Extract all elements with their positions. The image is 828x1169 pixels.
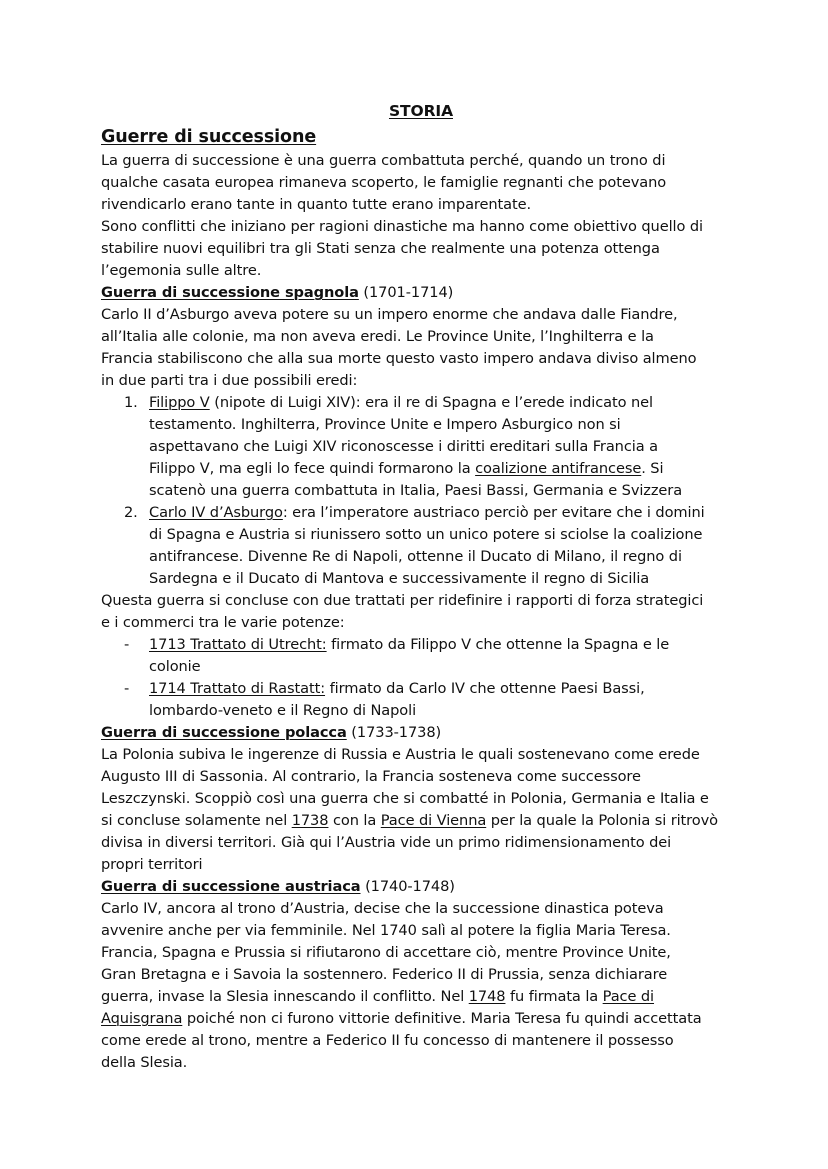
list-marker: 2. xyxy=(124,504,138,521)
text-span: firmato da Carlo IV che ottenne Paesi Bassi, xyxy=(325,680,645,697)
subheading-dates: (1733-1738) xyxy=(351,724,442,741)
document-page xyxy=(101,100,741,1074)
subheading-polacca xyxy=(101,722,741,744)
text-line: antifrancese. Divenne Re di Napoli, ottenne il Ducato di Milano, il regno di xyxy=(149,548,682,565)
text-line: Leszczynski. Scoppiò così una guerra che si combatté in Polonia, Germania e Italia e xyxy=(101,790,709,807)
text-line: di Spagna e Austria si riunissero sotto un unico potere si sciolse la coalizione xyxy=(149,526,703,543)
text-line xyxy=(101,458,741,480)
text-line: aspettavano che Luigi XIV riconoscesse i diritti ereditari sulla Francia a xyxy=(149,438,658,455)
text-span: guerra, invase la Slesia innescando il conflitto. Nel xyxy=(101,988,469,1005)
text-line: scatenò una guerra combattuta in Italia, Paesi Bassi, Germania e Svizzera xyxy=(149,482,683,499)
text-line: l’egemonia sulle altre. xyxy=(101,262,262,279)
text-line: Augusto III di Sassonia. Al contrario, la Francia sosteneva come successore xyxy=(101,768,641,785)
text-line: La guerra di successione è una guerra combattuta perché, quando un trono di xyxy=(101,152,666,169)
list-item xyxy=(101,634,741,678)
subheading-dates: (1740-1748) xyxy=(365,878,455,895)
list-line xyxy=(101,502,741,524)
underlined-term: coalizione antifrancese xyxy=(475,460,642,477)
text-span: si concluse solamente nel xyxy=(101,812,292,829)
underlined-term: Pace di xyxy=(602,988,655,1005)
text-line: rivendicarlo erano tante in quanto tutte erano imparentate. xyxy=(101,196,532,213)
text-line: e i commerci tra le varie potenze: xyxy=(101,614,345,631)
text-line: colonie xyxy=(149,658,201,675)
list-line xyxy=(101,634,741,656)
text-span: (nipote di Luigi XIV): era il re di Spagna e l’erede indicato nel xyxy=(209,394,653,411)
text-line: Sono conflitti che iniziano per ragioni dinastiche ma hanno come obiettivo quello di xyxy=(101,218,703,235)
text-line: stabilire nuovi equilibri tra gli Stati senza che realmente una potenza ottenga xyxy=(101,240,660,257)
page-title xyxy=(101,100,741,124)
text-line xyxy=(101,810,741,832)
text-span: con la xyxy=(328,812,381,829)
list-item xyxy=(101,678,741,722)
text-span: Filippo V, ma egli lo fece quindi formarono la xyxy=(149,460,476,477)
text-span: firmato da Filippo V che ottenne la Spagna e le xyxy=(326,636,670,653)
underlined-term: Pace di Vienna xyxy=(380,812,487,829)
text-line: lombardo-veneto e il Regno di Napoli xyxy=(149,702,417,719)
underlined-term: Aquisgrana xyxy=(101,1010,183,1027)
text-line: propri territori xyxy=(101,856,203,873)
text-line: in due parti tra i due possibili eredi: xyxy=(101,372,358,389)
section-heading xyxy=(101,124,741,150)
subheading-text: Guerra di successione spagnola xyxy=(101,284,359,301)
text-span: fu firmata la xyxy=(505,988,603,1005)
text-span: : era l’imperatore austriaco perciò per evitare che i domini xyxy=(282,504,705,521)
list-line xyxy=(101,678,741,700)
list-line xyxy=(101,392,741,414)
treaties-list xyxy=(101,634,741,722)
subheading-spagnola xyxy=(101,282,741,304)
text-line: testamento. Inghilterra, Province Unite e Impero Asburgico non si xyxy=(149,416,621,433)
title-text: STORIA xyxy=(388,102,453,120)
text-line: come erede al trono, mentre a Federico II fu concesso di mantenere il possesso xyxy=(101,1032,674,1049)
underlined-term: Filippo V xyxy=(149,394,210,411)
subheading-text: Guerra di successione austriaca xyxy=(101,878,361,895)
text-line xyxy=(101,1008,741,1030)
text-line: avvenire anche per via femminile. Nel 1740 salì al potere la figlia Maria Teresa. xyxy=(101,922,671,939)
subheading-dates: (1701-1714) xyxy=(363,284,454,301)
text-line xyxy=(101,986,741,1008)
text-line: Carlo IV, ancora al trono d’Austria, decise che la successione dinastica poteva xyxy=(101,900,664,917)
underlined-term: 1738 xyxy=(291,812,329,829)
underlined-term: Carlo IV d’Asburgo xyxy=(149,504,283,521)
list-marker: - xyxy=(124,680,130,697)
underlined-term: 1713 Trattato di Utrecht: xyxy=(149,636,327,653)
text-line: della Slesia. xyxy=(101,1054,188,1071)
text-line: qualche casata europea rimaneva scoperto, le famiglie regnanti che potevano xyxy=(101,174,667,191)
subheading-austriaca xyxy=(101,876,741,898)
underlined-term: 1714 Trattato di Rastatt: xyxy=(149,680,326,697)
text-span: poiché non ci furono vittorie definitive. Maria Teresa fu quindi accettata xyxy=(182,1010,702,1027)
text-span: . Si xyxy=(641,460,664,477)
text-line: Gran Bretagna e i Savoia la sostennero. Federico II di Prussia, senza dichiarare xyxy=(101,966,668,983)
heading-text: Guerre di successione xyxy=(101,127,317,147)
polacca-paragraph xyxy=(101,744,741,876)
list-item xyxy=(101,502,741,590)
text-line: Questa guerra si concluse con due trattati per ridefinire i rapporti di forza strategici xyxy=(101,592,704,609)
text-line: Carlo II d’Asburgo aveva potere su un impero enorme che andava dalle Fiandre, xyxy=(101,306,678,323)
text-line: divisa in diversi territori. Già qui l’Austria vide un primo ridimensionamento dei xyxy=(101,834,672,851)
underlined-term: 1748 xyxy=(468,988,506,1005)
list-marker: 1. xyxy=(124,394,138,411)
text-span: per la quale la Polonia si ritrovò xyxy=(486,812,718,829)
text-line: Francia, Spagna e Prussia si rifiutarono di accettare ciò, mentre Province Unite, xyxy=(101,944,671,961)
text-line: Francia stabiliscono che alla sua morte questo vasto impero andava diviso almeno xyxy=(101,350,697,367)
list-item xyxy=(101,392,741,502)
heirs-list xyxy=(101,392,741,590)
text-line: all’Italia alle colonie, ma non aveva eredi. Le Province Unite, l’Inghilterra e la xyxy=(101,328,654,345)
text-line: Sardegna e il Ducato di Mantova e successivamente il regno di Sicilia xyxy=(149,570,650,587)
intro-paragraph xyxy=(101,150,741,282)
spagnola-paragraph xyxy=(101,304,741,392)
subheading-text: Guerra di successione polacca xyxy=(101,724,347,741)
austriaca-paragraph xyxy=(101,898,741,1074)
text-line: La Polonia subiva le ingerenze di Russia e Austria le quali sostenevano come erede xyxy=(101,746,700,763)
list-marker: - xyxy=(124,636,130,653)
